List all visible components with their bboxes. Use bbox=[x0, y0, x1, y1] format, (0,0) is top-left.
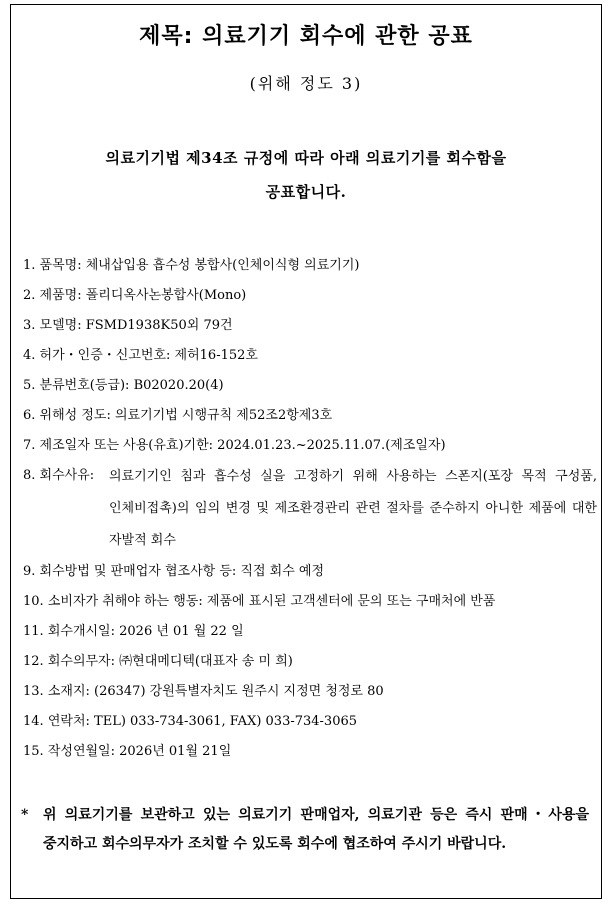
asterisk-marker: * bbox=[21, 807, 29, 823]
item-number: 5. bbox=[23, 378, 36, 393]
item-label: 회수의무자: bbox=[47, 654, 115, 669]
item-number: 13. bbox=[23, 684, 44, 699]
list-item-contact bbox=[23, 707, 597, 737]
intro-line-1: 의료기기법 제34조 규정에 따라 아래 의료기기를 회수함을 bbox=[105, 149, 507, 167]
recall-notice-page bbox=[10, 4, 602, 899]
item-label: 제조일자 또는 사용(유효)기한: bbox=[39, 438, 214, 453]
list-item-product-category bbox=[23, 251, 597, 281]
notice-text: 위 의료기기를 보관하고 있는 의료기기 판매업자, 의료기관 등은 즉시 판매・사용을 중지하고 회수의무자가 조치할 수 있도록 회수에 협조하여 주시기 바랍니다. bbox=[43, 807, 589, 852]
list-item-recall-obligor bbox=[23, 647, 597, 677]
recall-details-list bbox=[23, 251, 597, 767]
item-number: 6. bbox=[23, 408, 36, 423]
item-value: 제허16-152호 bbox=[174, 348, 258, 363]
list-item-license-number bbox=[23, 341, 597, 371]
item-head bbox=[23, 461, 94, 491]
item-value: 2024.01.23.~2025.11.07.(제조일자) bbox=[217, 438, 446, 453]
item-label: 모델명: bbox=[39, 318, 82, 333]
item-value: 체내삽입용 흡수성 봉합사(인체이식형 의료기기) bbox=[85, 258, 360, 273]
item-value: 직접 회수 예정 bbox=[240, 564, 325, 579]
item-value: B02020.20(4) bbox=[133, 378, 224, 393]
document-title: 제목: 의료기기 회수에 관한 공표 bbox=[139, 24, 473, 49]
item-value: 의료기기인 침과 흡수성 실을 고정하기 위해 사용하는 스폰지(포장 목적 구성품, 인체비접촉)의 임의 변경 및 제조환경관리 관련 절차를 준수하지 아니한 제품에 대한 자발적 회수 bbox=[109, 469, 597, 548]
list-item-classification bbox=[23, 371, 597, 401]
item-label: 소재지: bbox=[47, 684, 90, 699]
item-number: 7. bbox=[23, 438, 36, 453]
list-item-hazard-level bbox=[23, 401, 597, 431]
item-label: 품목명: bbox=[39, 258, 82, 273]
list-item-recall-reason bbox=[23, 461, 597, 557]
item-value: 의료기기법 시행규칙 제52조2항제3호 bbox=[115, 408, 333, 423]
hazard-level-subtitle: (위해 정도 3) bbox=[249, 74, 363, 93]
item-value: 2026년 01월 21일 bbox=[119, 744, 232, 759]
item-number: 2. bbox=[23, 288, 36, 303]
list-item-recall-start-date bbox=[23, 617, 597, 647]
item-label: 제품명: bbox=[39, 288, 82, 303]
item-number: 14. bbox=[23, 714, 44, 729]
item-label: 위해성 정도: bbox=[39, 408, 111, 423]
item-label: 회수사유: bbox=[39, 468, 95, 483]
item-number: 4. bbox=[23, 348, 36, 363]
item-label: 연락처: bbox=[47, 714, 90, 729]
list-item-model-name bbox=[23, 311, 597, 341]
item-label: 회수개시일: bbox=[47, 624, 115, 639]
list-item-written-date bbox=[23, 737, 597, 767]
list-item-address bbox=[23, 677, 597, 707]
intro-paragraph bbox=[11, 141, 601, 209]
list-item-manufacture-date bbox=[23, 431, 597, 461]
item-number: 3. bbox=[23, 318, 36, 333]
item-label: 회수방법 및 판매업자 협조사항 등: bbox=[39, 564, 237, 579]
list-item-consumer-action bbox=[23, 587, 597, 617]
list-item-product-name bbox=[23, 281, 597, 311]
item-label: 허가・인증・신고번호: bbox=[39, 348, 171, 363]
intro-line-2: 공표합니다. bbox=[265, 183, 347, 201]
item-label: 작성연월일: bbox=[47, 744, 115, 759]
list-item-recall-method bbox=[23, 557, 597, 587]
cooperation-notice bbox=[21, 801, 589, 859]
item-number: 11. bbox=[23, 624, 44, 639]
item-number: 10. bbox=[23, 594, 44, 609]
item-number: 8. bbox=[23, 468, 36, 483]
item-value: 2026 년 01 월 22 일 bbox=[119, 624, 244, 639]
item-value: TEL) 033-734-3061, FAX) 033-734-3065 bbox=[94, 714, 358, 729]
item-value: 제품에 표시된 고객센터에 문의 또는 구매처에 반품 bbox=[206, 594, 496, 609]
item-label: 분류번호(등급): bbox=[39, 378, 130, 393]
item-number: 1. bbox=[23, 258, 36, 273]
item-value: 폴리디옥사논봉합사(Mono) bbox=[85, 288, 247, 303]
item-value: (26347) 강원특별자치도 원주시 지정면 청정로 80 bbox=[94, 684, 384, 699]
item-value: ㈜현대메디텍(대표자 송 미 희) bbox=[119, 654, 293, 669]
item-number: 15. bbox=[23, 744, 44, 759]
item-label: 소비자가 취해야 하는 행동: bbox=[47, 594, 203, 609]
item-value: FSMD1938K50외 79건 bbox=[85, 318, 233, 333]
item-number: 12. bbox=[23, 654, 44, 669]
item-number: 9. bbox=[23, 564, 36, 579]
